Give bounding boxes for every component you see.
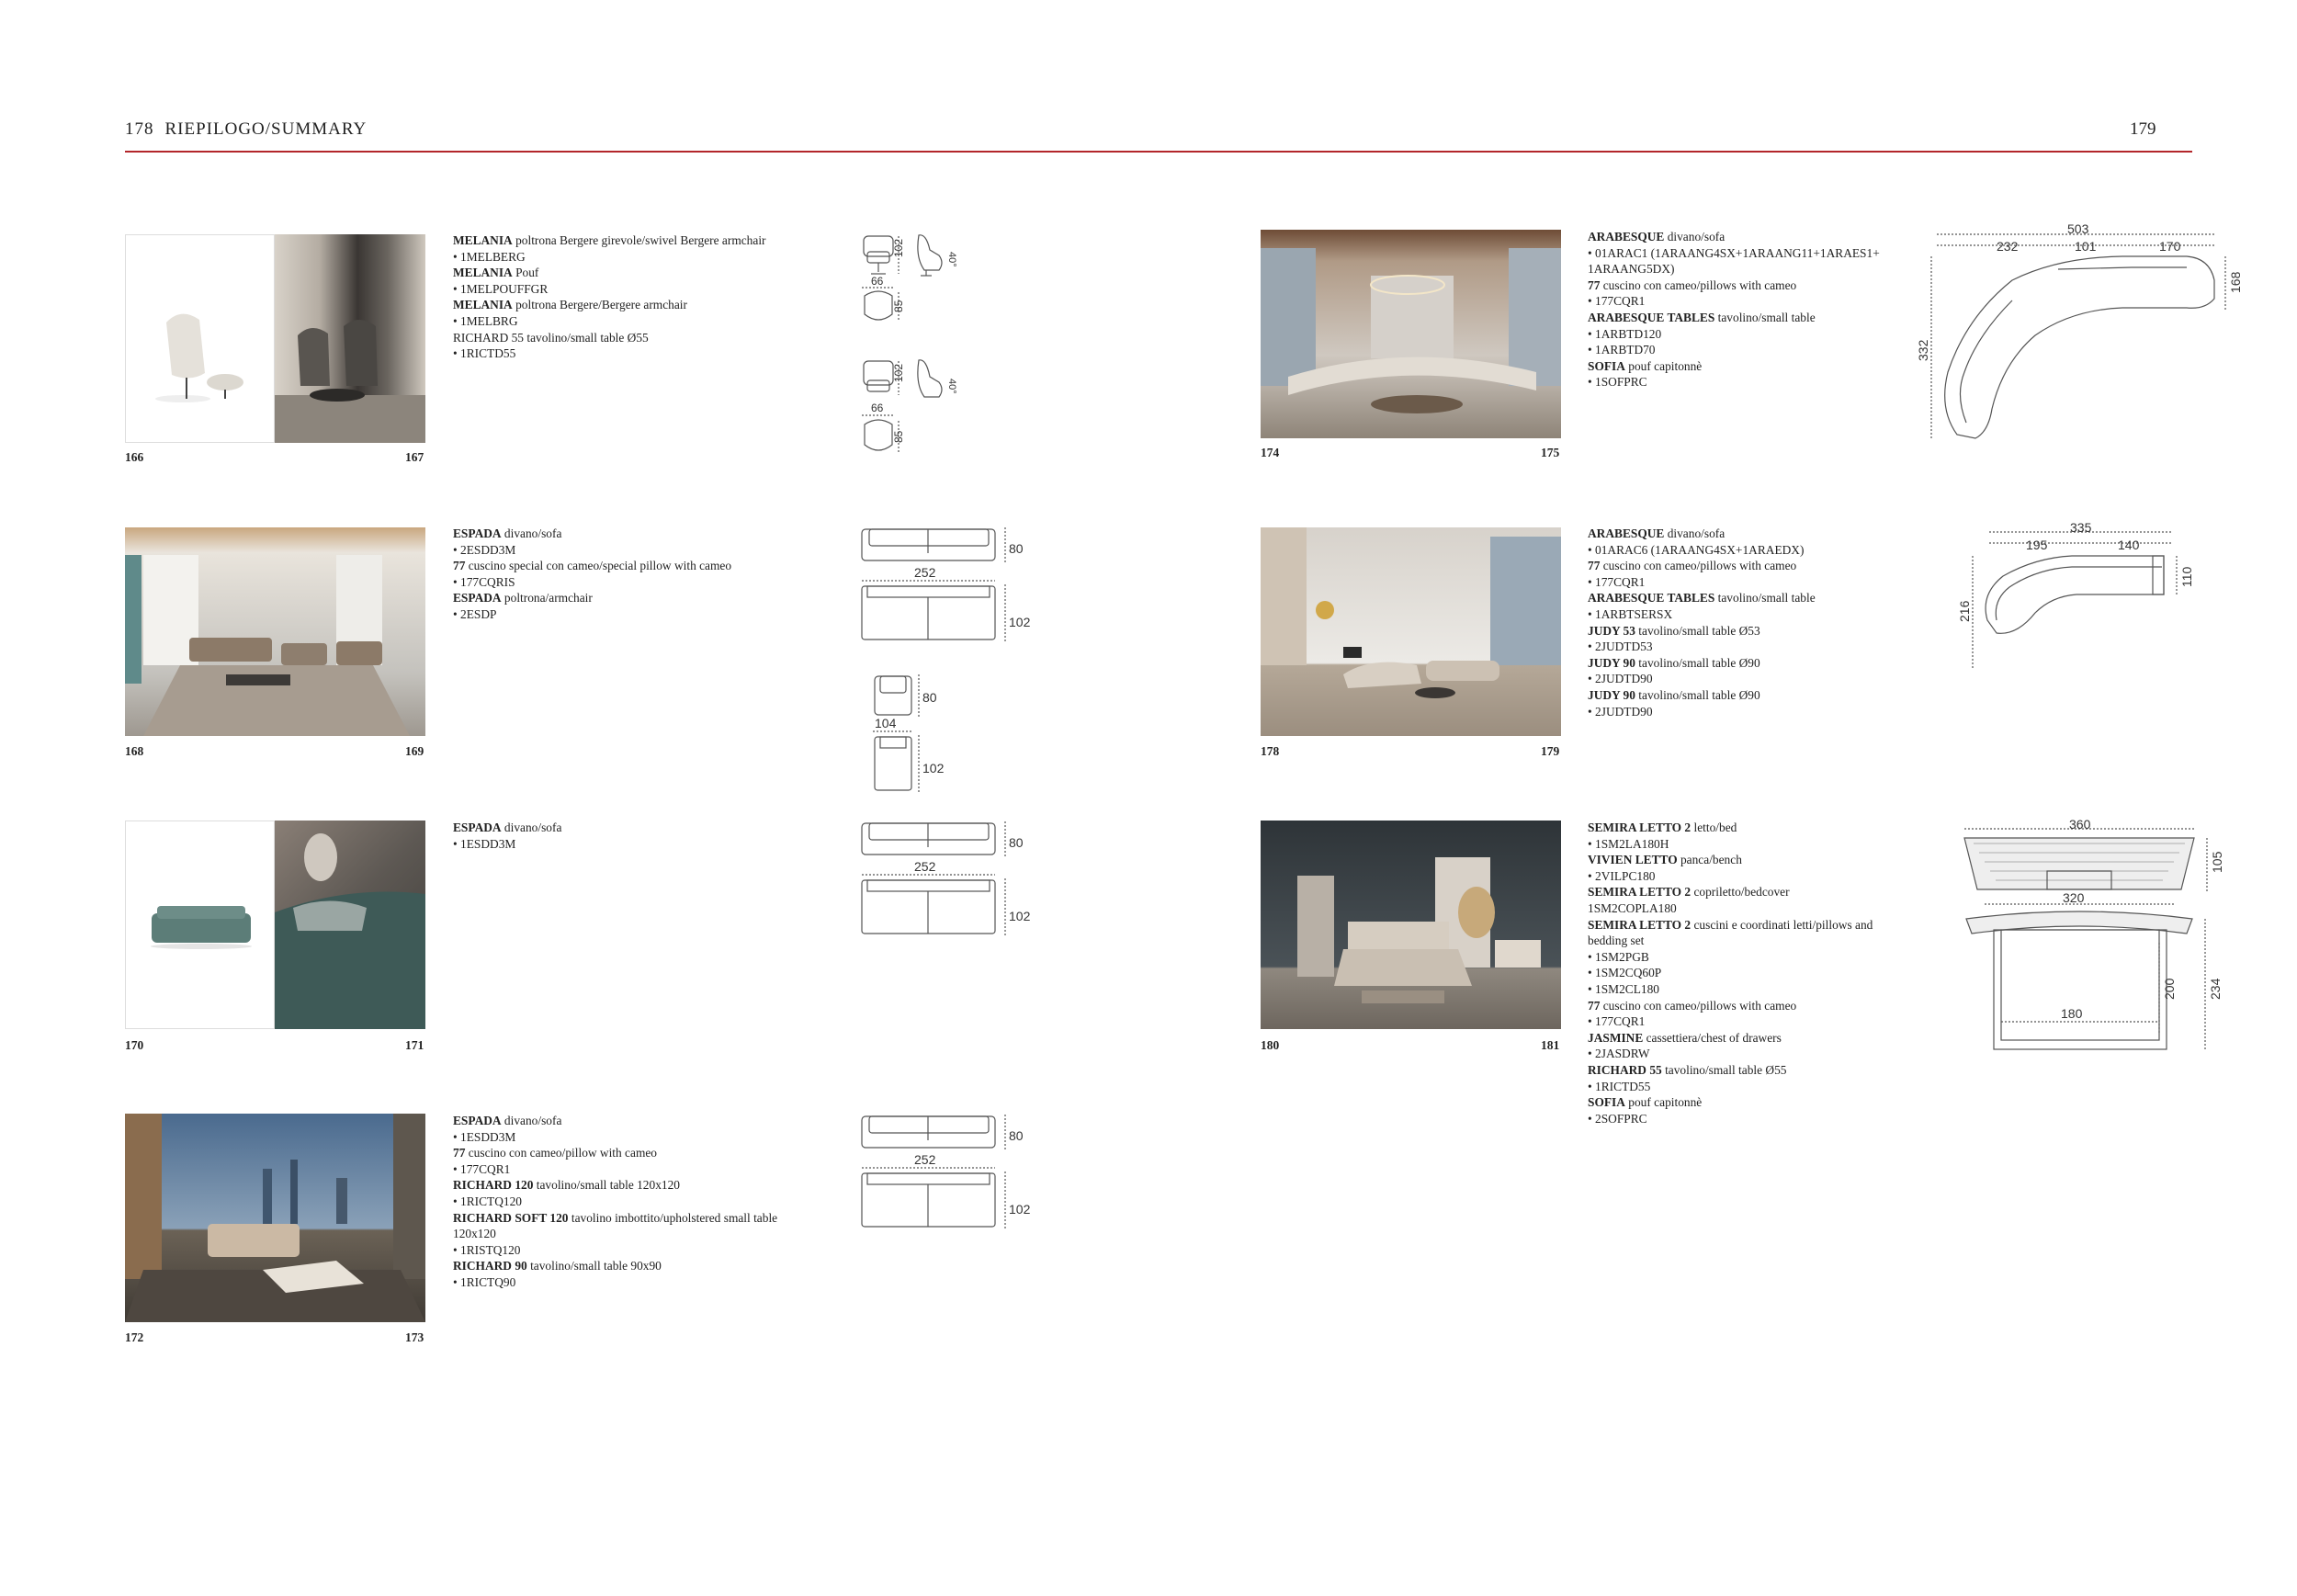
desc-line: • 1RICTQ120 — [453, 1194, 522, 1208]
desc-line: • 1RICTD55 — [453, 346, 516, 361]
desc-line: • 1RICTQ90 — [453, 1274, 516, 1289]
page-label-right: 173 — [405, 1330, 424, 1344]
dim-depth: 102 — [922, 761, 945, 775]
desc-line: • 1MELPOUFFGR — [453, 281, 549, 296]
product-description — [453, 526, 830, 623]
desc-line: • 177CQRIS — [453, 574, 515, 589]
desc-line: • 2SOFPRC — [1588, 1111, 1647, 1126]
dim-depth: 102 — [1009, 615, 1031, 629]
dim-width: 66 — [871, 402, 884, 414]
desc-line: • 2JUDTD53 — [1588, 640, 1653, 654]
desc-line: SEMIRA LETTO 2 letto/bed — [1588, 821, 1737, 834]
desc-line: 77 cuscino con cameo/pillows with cameo — [1588, 277, 1797, 292]
desc-line: 120x120 — [453, 1227, 496, 1241]
dim-right-height: 168 — [2228, 271, 2243, 293]
desc-line: ESPADA divano/sofa — [453, 821, 562, 834]
technical-drawing-melania — [854, 230, 992, 478]
dim-headboard-height: 105 — [2210, 851, 2224, 873]
header-left — [125, 119, 367, 140]
dim-height: 80 — [1009, 1128, 1024, 1143]
technical-drawing-semira-bed — [1946, 816, 2222, 1059]
desc-line: 77 cuscino special con cameo/special pillow with cameo — [453, 559, 732, 573]
technical-drawing-espada-sofa-armchair — [854, 522, 1038, 775]
dim-depth: 102 — [1009, 909, 1031, 923]
dim-depth: 102 — [1009, 1202, 1031, 1217]
product-description — [453, 820, 830, 852]
product-photo-arabesque-curved — [1261, 230, 1561, 438]
desc-line: ARABESQUE divano/sofa — [1588, 526, 1726, 540]
dim-total-length: 234 — [2208, 978, 2223, 1000]
dim-width: 252 — [914, 859, 936, 874]
product-photo-semira-bedroom — [1261, 821, 1561, 1029]
dim-height: 102 — [892, 238, 905, 257]
desc-line: • 2ESDP — [453, 606, 497, 621]
desc-line: RICHARD SOFT 120 tavolino imbottito/upholstered small table — [453, 1210, 778, 1225]
desc-line: RICHARD 55 tavolino/small table Ø55 — [453, 330, 649, 345]
dim-mattress-width: 180 — [2061, 1006, 2083, 1021]
product-photo-espada-living — [125, 527, 425, 736]
dim-width: 104 — [875, 716, 897, 730]
desc-line: • 2JASDRW — [1588, 1047, 1650, 1061]
desc-line: • 1SM2CL180 — [1588, 981, 1659, 996]
dim-left-width: 232 — [1997, 239, 2019, 254]
desc-line: ARABESQUE TABLES tavolino/small table — [1588, 591, 1816, 606]
dim-right-width: 140 — [2118, 538, 2140, 552]
dim-height: 80 — [1009, 541, 1024, 556]
desc-line: SEMIRA LETTO 2 cuscini e coordinati letti/pillows and — [1588, 917, 1873, 932]
product-photo-espada-city — [125, 1114, 425, 1322]
desc-line: • 177CQR1 — [1588, 574, 1646, 589]
dim-mattress-length: 200 — [2162, 978, 2177, 1000]
desc-line: • 2JUDTD90 — [1588, 672, 1653, 686]
page-label-right: 167 — [405, 450, 424, 464]
desc-line: ESPADA divano/sofa — [453, 1114, 562, 1127]
technical-drawing-espada-sofa — [854, 1109, 1038, 1242]
page-label-right: 169 — [405, 744, 424, 758]
header-rule — [125, 151, 2192, 153]
desc-line: MELANIA Pouf — [453, 266, 539, 280]
photo-room — [275, 234, 425, 443]
desc-line: VIVIEN LETTO panca/bench — [1588, 853, 1742, 867]
desc-line: 1ARAANG5DX) — [1588, 262, 1675, 277]
product-photo-espada-green — [125, 821, 425, 1029]
desc-line: 77 cuscino con cameo/pillows with cameo — [1588, 559, 1797, 573]
technical-drawing-espada-sofa — [854, 816, 1038, 949]
desc-line: • 177CQR1 — [1588, 294, 1646, 309]
page-label-left: 180 — [1261, 1038, 1280, 1052]
product-photo-melania — [125, 234, 425, 443]
dim-width: 252 — [914, 1152, 936, 1167]
desc-line: ESPADA divano/sofa — [453, 526, 562, 540]
desc-line: • 1MELBERG — [453, 249, 526, 264]
page-label-right: 171 — [405, 1038, 424, 1052]
desc-line: 77 cuscino con cameo/pillow with cameo — [453, 1146, 657, 1160]
dim-mid-width: 101 — [2075, 239, 2097, 254]
desc-line: • 01ARAC1 (1ARAANG4SX+1ARAANG11+1ARAES1+ — [1588, 245, 1880, 260]
desc-line: JUDY 90 tavolino/small table Ø90 — [1588, 687, 1760, 702]
page-label-left: 168 — [125, 744, 144, 758]
desc-line: 1SM2COPLA180 — [1588, 900, 1677, 915]
dim-right-width: 170 — [2159, 239, 2181, 254]
desc-line: • 1ESDD3M — [453, 836, 516, 851]
dim-height: 80 — [1009, 835, 1024, 850]
desc-line: SOFIA pouf capitonnè — [1588, 1095, 1703, 1110]
desc-line: MELANIA poltrona Bergere girevole/swivel Bergere armchair — [453, 233, 766, 247]
dim-height: 102 — [892, 363, 905, 382]
dim-left-width: 195 — [2026, 538, 2048, 552]
desc-line: JUDY 53 tavolino/small table Ø53 — [1588, 623, 1760, 638]
desc-line: RICHARD 55 tavolino/small table Ø55 — [1588, 1062, 1787, 1077]
desc-line: • 1SOFPRC — [1588, 375, 1647, 390]
desc-line: SOFIA pouf capitonnè — [1588, 358, 1703, 373]
left-page-number: 178 — [125, 119, 154, 139]
desc-line: • 2JUDTD90 — [1588, 704, 1653, 719]
desc-line: • 1SM2CQ60P — [1588, 966, 1662, 980]
dim-angle: 40° — [946, 252, 957, 267]
dim-total-width: 360 — [2069, 817, 2091, 832]
desc-line: MELANIA poltrona Bergere/Bergere armchair — [453, 298, 687, 312]
page-label-right: 179 — [1541, 744, 1560, 758]
dim-total-width: 503 — [2067, 221, 2089, 236]
product-description — [1588, 229, 1964, 391]
photo-cutout — [125, 821, 275, 1029]
dim-width: 252 — [914, 565, 936, 580]
product-description — [1588, 526, 1964, 719]
desc-line: RICHARD 120 tavolino/small table 120x120 — [453, 1178, 680, 1193]
right-page-number: 179 — [2130, 119, 2156, 139]
desc-line: JUDY 90 tavolino/small table Ø90 — [1588, 655, 1760, 670]
product-description — [453, 1113, 830, 1291]
product-description — [1588, 820, 1964, 1126]
dim-right-height: 110 — [2179, 566, 2194, 587]
desc-line: • 1ARBTSERSX — [1588, 606, 1673, 621]
dim-depth: 85 — [892, 430, 905, 443]
desc-line: 77 cuscino con cameo/pillows with cameo — [1588, 998, 1797, 1013]
desc-line: • 1ARBTD70 — [1588, 343, 1656, 357]
desc-line: • 1MELBRG — [453, 313, 518, 328]
dim-width: 66 — [871, 275, 884, 288]
desc-line: • 01ARAC6 (1ARAANG4SX+1ARAEDX) — [1588, 542, 1805, 557]
desc-line: • 1RISTQ120 — [453, 1242, 521, 1257]
page-label-left: 174 — [1261, 446, 1280, 459]
page-label-right: 175 — [1541, 446, 1560, 459]
desc-line: ARABESQUE divano/sofa — [1588, 230, 1726, 243]
desc-line: • 177CQR1 — [1588, 1014, 1646, 1029]
desc-line: bedding set — [1588, 934, 1645, 948]
dim-angle: 40° — [946, 379, 957, 394]
product-photo-arabesque-corner — [1261, 527, 1561, 736]
desc-line: • 1SM2LA180H — [1588, 836, 1669, 851]
product-description — [453, 232, 830, 362]
desc-line: • 1SM2PGB — [1588, 949, 1649, 964]
page-label-left: 170 — [125, 1038, 144, 1052]
desc-line: • 2VILPC180 — [1588, 868, 1656, 883]
photo-detail — [275, 821, 425, 1029]
dim-total-width: 335 — [2070, 520, 2092, 535]
desc-line: JASMINE cassettiera/chest of drawers — [1588, 1030, 1782, 1045]
desc-line: ESPADA poltrona/armchair — [453, 591, 593, 606]
desc-line: • 2ESDD3M — [453, 542, 516, 557]
dim-left-height: 332 — [1916, 339, 1930, 361]
desc-line: • 1RICTD55 — [1588, 1079, 1651, 1093]
technical-drawing-arabesque-curved — [1911, 221, 2243, 459]
desc-line: • 1ARBTD120 — [1588, 326, 1662, 341]
desc-line: SEMIRA LETTO 2 copriletto/bedcover — [1588, 885, 1790, 900]
page-label-left: 172 — [125, 1330, 144, 1344]
desc-line: ARABESQUE TABLES tavolino/small table — [1588, 310, 1816, 324]
photo-cutout — [125, 234, 275, 443]
technical-drawing-arabesque-corner — [1952, 520, 2194, 686]
dim-left-height: 216 — [1957, 600, 1972, 622]
page-label-left: 178 — [1261, 744, 1280, 758]
dim-inner-width: 320 — [2063, 890, 2085, 905]
desc-line: • 1ESDD3M — [453, 1129, 516, 1144]
dim-depth: 85 — [892, 300, 905, 312]
desc-line: • 177CQR1 — [453, 1161, 511, 1176]
desc-line: RICHARD 90 tavolino/small table 90x90 — [453, 1259, 662, 1273]
page-title: RIEPILOGO/SUMMARY — [164, 119, 368, 139]
dim-height: 80 — [922, 690, 937, 705]
page-label-left: 166 — [125, 450, 144, 464]
page-label-right: 181 — [1541, 1038, 1560, 1052]
